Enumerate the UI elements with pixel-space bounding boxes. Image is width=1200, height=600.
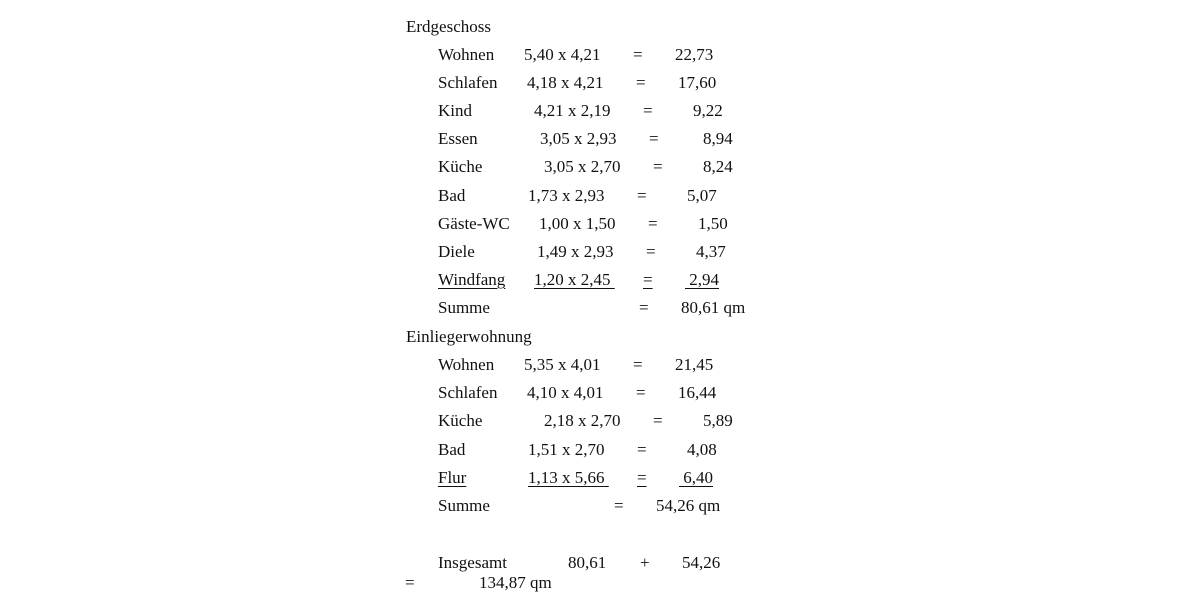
- room-dimensions: 3,05 x 2,93: [540, 129, 617, 148]
- room-name: Flur: [438, 468, 467, 487]
- equals-sign: =: [405, 573, 415, 592]
- room-dimensions: 5,35 x 4,01: [524, 355, 601, 374]
- room-name: Bad: [438, 440, 466, 459]
- equals-sign: =: [633, 45, 643, 64]
- room-dimensions: 1,00 x 1,50: [539, 214, 616, 233]
- equals-sign: =: [637, 468, 647, 487]
- room-name: Bad: [438, 186, 466, 205]
- equals-sign: =: [636, 383, 646, 402]
- equals-sign: =: [637, 186, 647, 205]
- room-name: Windfang: [438, 270, 506, 289]
- room-name: Diele: [438, 242, 475, 261]
- sum-value: 80,61 qm: [681, 298, 746, 317]
- room-area: 1,50: [698, 214, 728, 233]
- room-area: 22,73: [675, 45, 714, 64]
- equals-sign: =: [643, 270, 653, 289]
- sum-value: 54,26 qm: [656, 496, 721, 515]
- equals-sign: =: [633, 355, 643, 374]
- room-area: 4,08: [687, 440, 717, 459]
- room-dimensions: 4,10 x 4,01: [527, 383, 604, 402]
- equals-sign: =: [639, 298, 649, 317]
- equals-sign: =: [614, 496, 624, 515]
- total-value-erdgeschoss: 80,61: [568, 553, 607, 572]
- room-dimensions: 2,18 x 2,70: [544, 411, 621, 430]
- room-dimensions: 1,49 x 2,93: [537, 242, 614, 261]
- room-dimensions: 1,13 x 5,66: [528, 468, 609, 487]
- room-area: 6,40: [679, 468, 713, 487]
- equals-sign: =: [653, 411, 663, 430]
- room-area: 8,24: [703, 157, 733, 176]
- sum-label: Summe: [438, 496, 490, 515]
- room-name: Küche: [438, 157, 483, 176]
- room-area: 8,94: [703, 129, 733, 148]
- room-dimensions: 4,18 x 4,21: [527, 73, 604, 92]
- room-dimensions: 1,20 x 2,45: [534, 270, 615, 289]
- equals-sign: =: [653, 157, 663, 176]
- section-heading-erdgeschoss: Erdgeschoss: [406, 17, 491, 36]
- room-dimensions: 5,40 x 4,21: [524, 45, 601, 64]
- room-name: Wohnen: [438, 355, 495, 374]
- room-area: 9,22: [693, 101, 723, 120]
- section-heading-einliegerwohnung: Einliegerwohnung: [406, 327, 532, 346]
- room-name: Schlafen: [438, 383, 498, 402]
- sum-label: Summe: [438, 298, 490, 317]
- equals-sign: =: [643, 101, 653, 120]
- room-name: Wohnen: [438, 45, 495, 64]
- equals-sign: =: [636, 73, 646, 92]
- room-area: 4,37: [696, 242, 726, 261]
- room-dimensions: 1,73 x 2,93: [528, 186, 605, 205]
- room-dimensions: 4,21 x 2,19: [534, 101, 611, 120]
- room-area: 21,45: [675, 355, 714, 374]
- room-area: 17,60: [678, 73, 717, 92]
- total-value-einliegerwohnung: 54,26: [682, 553, 721, 572]
- room-area: 2,94: [685, 270, 719, 289]
- plus-sign: +: [640, 553, 650, 572]
- room-name: Schlafen: [438, 73, 498, 92]
- room-name: Gäste-WC: [438, 214, 510, 233]
- equals-sign: =: [648, 214, 658, 233]
- equals-sign: =: [649, 129, 659, 148]
- room-name: Essen: [438, 129, 478, 148]
- room-name: Küche: [438, 411, 483, 430]
- total-label: Insgesamt: [438, 553, 507, 572]
- room-dimensions: 1,51 x 2,70: [528, 440, 605, 459]
- equals-sign: =: [637, 440, 647, 459]
- total-result: 134,87 qm: [479, 573, 552, 592]
- room-area: 16,44: [678, 383, 717, 402]
- equals-sign: =: [646, 242, 656, 261]
- room-dimensions: 3,05 x 2,70: [544, 157, 621, 176]
- room-name: Kind: [438, 101, 472, 120]
- room-area: 5,07: [687, 186, 717, 205]
- room-area: 5,89: [703, 411, 733, 430]
